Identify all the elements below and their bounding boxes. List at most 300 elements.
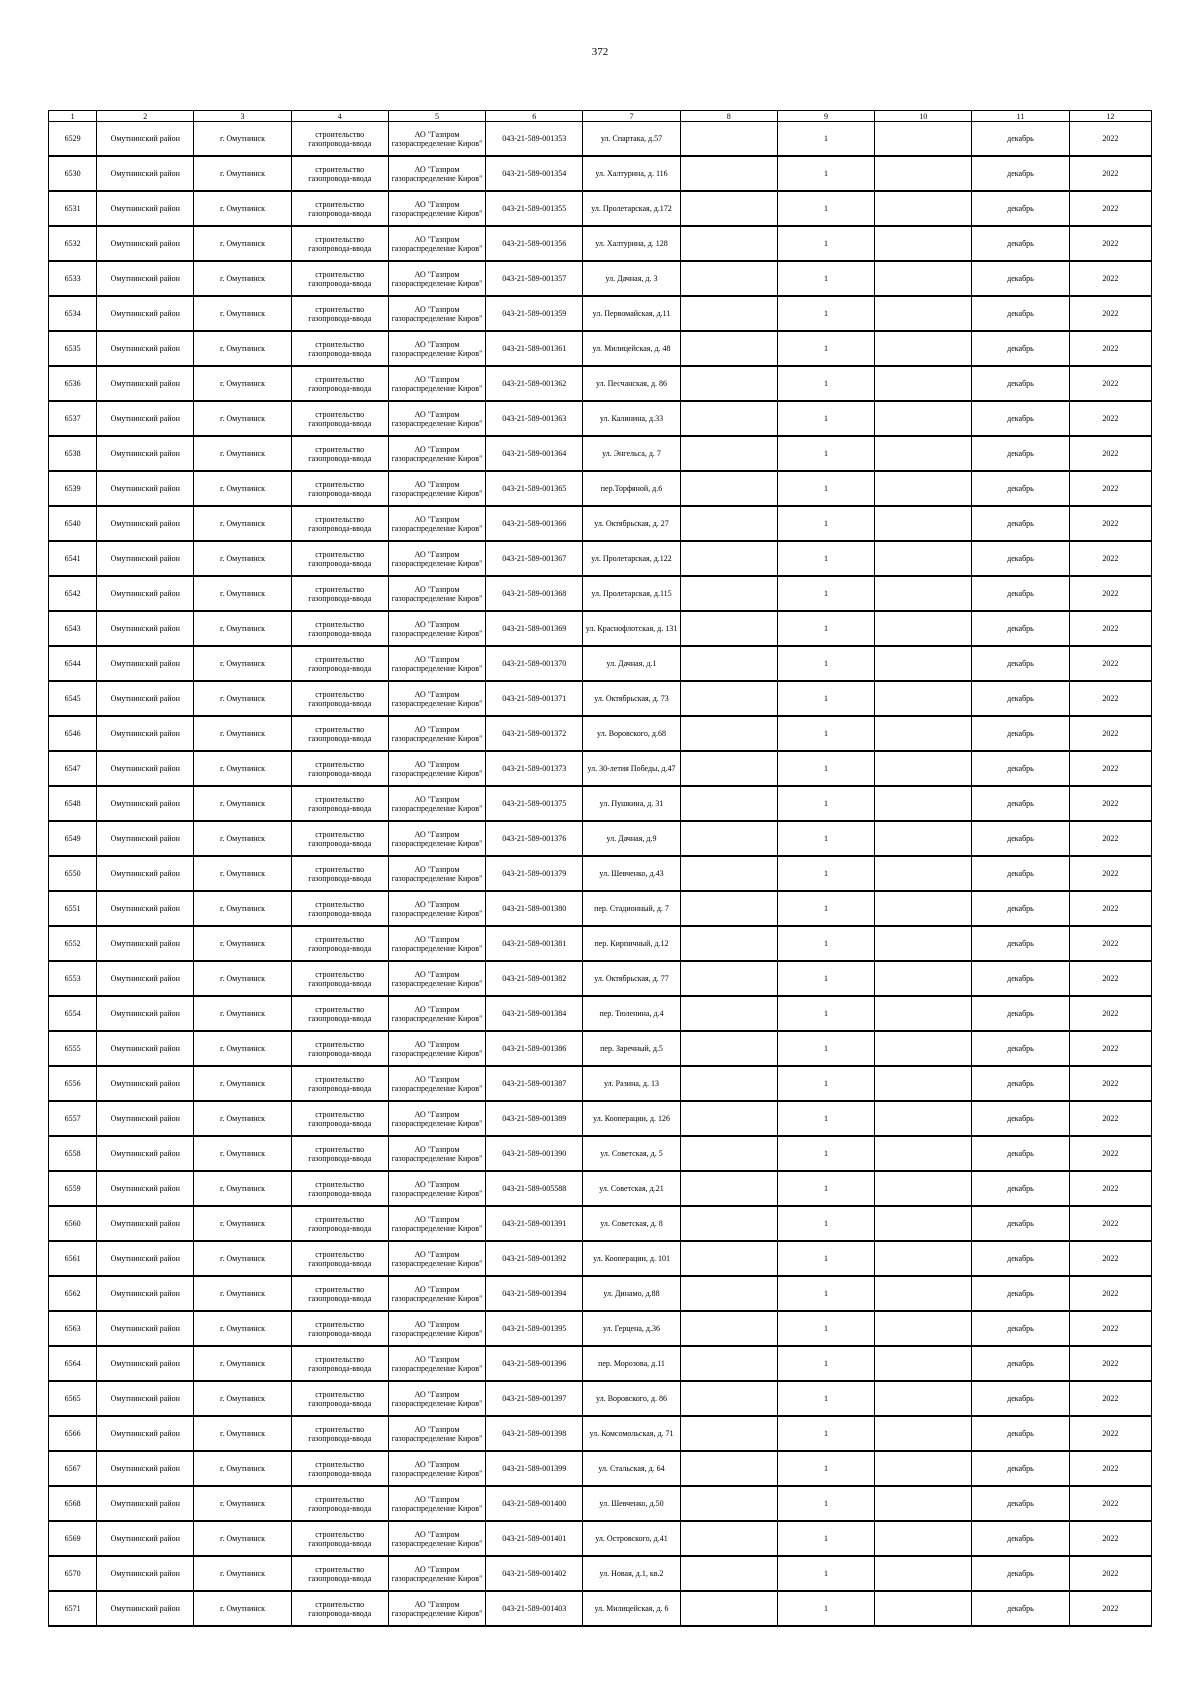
work-type-cell: строительство газопровода-ввода <box>291 401 388 436</box>
column-header: 11 <box>972 111 1069 122</box>
address-cell: ул. Спартака, д.57 <box>583 122 680 157</box>
month-cell: декабрь <box>972 961 1069 996</box>
column-8-cell <box>680 331 777 366</box>
address-cell: ул. Советская, д. 5 <box>583 1136 680 1171</box>
year-cell: 2022 <box>1069 1241 1151 1276</box>
month-cell: декабрь <box>972 751 1069 786</box>
column-header: 7 <box>583 111 680 122</box>
row-number-cell: 6570 <box>49 1556 97 1591</box>
work-type-cell: строительство газопровода-ввода <box>291 1486 388 1521</box>
month-cell: декабрь <box>972 611 1069 646</box>
quantity-cell: 1 <box>777 156 874 191</box>
quantity-cell: 1 <box>777 996 874 1031</box>
quantity-cell: 1 <box>777 646 874 681</box>
organization-cell: АО "Газпром газораспределение Киров" <box>388 296 485 331</box>
quantity-cell: 1 <box>777 856 874 891</box>
work-type-cell: строительство газопровода-ввода <box>291 891 388 926</box>
district-cell: Омутнинский район <box>97 926 194 961</box>
column-10-cell <box>875 261 972 296</box>
city-cell: г. Омутнинск <box>194 331 291 366</box>
column-8-cell <box>680 786 777 821</box>
month-cell: декабрь <box>972 1101 1069 1136</box>
address-cell: ул. Стальская, д. 64 <box>583 1451 680 1486</box>
district-cell: Омутнинский район <box>97 646 194 681</box>
quantity-cell: 1 <box>777 226 874 261</box>
code-cell: 043-21-589-001370 <box>486 646 583 681</box>
address-cell: ул. 30-летия Победы, д.47 <box>583 751 680 786</box>
code-cell: 043-21-589-001376 <box>486 821 583 856</box>
table-row <box>49 1311 1152 1346</box>
column-8-cell <box>680 926 777 961</box>
column-8-cell <box>680 1416 777 1451</box>
organization-cell: АО "Газпром газораспределение Киров" <box>388 191 485 226</box>
city-cell: г. Омутнинск <box>194 1276 291 1311</box>
column-8-cell <box>680 576 777 611</box>
district-cell: Омутнинский район <box>97 716 194 751</box>
row-number-cell: 6550 <box>49 856 97 891</box>
organization-cell: АО "Газпром газораспределение Киров" <box>388 1241 485 1276</box>
year-cell: 2022 <box>1069 891 1151 926</box>
column-8-cell <box>680 961 777 996</box>
city-cell: г. Омутнинск <box>194 1171 291 1206</box>
city-cell: г. Омутнинск <box>194 1136 291 1171</box>
organization-cell: АО "Газпром газораспределение Киров" <box>388 401 485 436</box>
column-10-cell <box>875 1416 972 1451</box>
address-cell: ул. Энгельса, д. 7 <box>583 436 680 471</box>
organization-cell: АО "Газпром газораспределение Киров" <box>388 1031 485 1066</box>
city-cell: г. Омутнинск <box>194 1031 291 1066</box>
row-number-cell: 6562 <box>49 1276 97 1311</box>
column-8-cell <box>680 611 777 646</box>
row-number-cell: 6545 <box>49 681 97 716</box>
month-cell: декабрь <box>972 996 1069 1031</box>
district-cell: Омутнинский район <box>97 576 194 611</box>
quantity-cell: 1 <box>777 751 874 786</box>
year-cell: 2022 <box>1069 191 1151 226</box>
quantity-cell: 1 <box>777 786 874 821</box>
table-row <box>49 611 1152 646</box>
code-cell: 043-21-589-001359 <box>486 296 583 331</box>
code-cell: 043-21-589-001364 <box>486 436 583 471</box>
quantity-cell: 1 <box>777 681 874 716</box>
work-type-cell: строительство газопровода-ввода <box>291 611 388 646</box>
year-cell: 2022 <box>1069 961 1151 996</box>
address-cell: ул. Кооперации, д. 101 <box>583 1241 680 1276</box>
row-number-cell: 6566 <box>49 1416 97 1451</box>
code-cell: 043-21-589-001400 <box>486 1486 583 1521</box>
table-row <box>49 156 1152 191</box>
column-header: 1 <box>49 111 97 122</box>
table-row <box>49 1381 1152 1416</box>
year-cell: 2022 <box>1069 541 1151 576</box>
table-row <box>49 296 1152 331</box>
organization-cell: АО "Газпром газораспределение Киров" <box>388 261 485 296</box>
organization-cell: АО "Газпром газораспределение Киров" <box>388 122 485 157</box>
year-cell: 2022 <box>1069 821 1151 856</box>
code-cell: 043-21-589-001403 <box>486 1591 583 1626</box>
organization-cell: АО "Газпром газораспределение Киров" <box>388 611 485 646</box>
city-cell: г. Омутнинск <box>194 681 291 716</box>
city-cell: г. Омутнинск <box>194 891 291 926</box>
column-header: 3 <box>194 111 291 122</box>
column-8-cell <box>680 296 777 331</box>
month-cell: декабрь <box>972 366 1069 401</box>
quantity-cell: 1 <box>777 1136 874 1171</box>
table-row <box>49 506 1152 541</box>
column-8-cell <box>680 541 777 576</box>
column-8-cell <box>680 1031 777 1066</box>
month-cell: декабрь <box>972 646 1069 681</box>
address-cell: ул. Островского, д.41 <box>583 1521 680 1556</box>
month-cell: декабрь <box>972 191 1069 226</box>
work-type-cell: строительство газопровода-ввода <box>291 856 388 891</box>
column-header: 2 <box>97 111 194 122</box>
row-number-cell: 6548 <box>49 786 97 821</box>
row-number-cell: 6541 <box>49 541 97 576</box>
table-row <box>49 891 1152 926</box>
column-8-cell <box>680 751 777 786</box>
quantity-cell: 1 <box>777 296 874 331</box>
row-number-cell: 6571 <box>49 1591 97 1626</box>
month-cell: декабрь <box>972 1066 1069 1101</box>
work-type-cell: строительство газопровода-ввода <box>291 261 388 296</box>
quantity-cell: 1 <box>777 821 874 856</box>
district-cell: Омутнинский район <box>97 296 194 331</box>
row-number-cell: 6549 <box>49 821 97 856</box>
column-8-cell <box>680 1066 777 1101</box>
address-cell: ул. Шевченко, д.43 <box>583 856 680 891</box>
row-number-cell: 6543 <box>49 611 97 646</box>
column-8-cell <box>680 436 777 471</box>
column-10-cell <box>875 296 972 331</box>
quantity-cell: 1 <box>777 436 874 471</box>
year-cell: 2022 <box>1069 506 1151 541</box>
city-cell: г. Омутнинск <box>194 226 291 261</box>
column-10-cell <box>875 1136 972 1171</box>
month-cell: декабрь <box>972 1311 1069 1346</box>
column-10-cell <box>875 122 972 157</box>
work-type-cell: строительство газопровода-ввода <box>291 122 388 157</box>
code-cell: 043-21-589-001399 <box>486 1451 583 1486</box>
organization-cell: АО "Газпром газораспределение Киров" <box>388 751 485 786</box>
code-cell: 043-21-589-001401 <box>486 1521 583 1556</box>
table-row <box>49 261 1152 296</box>
year-cell: 2022 <box>1069 576 1151 611</box>
table-row <box>49 926 1152 961</box>
city-cell: г. Омутнинск <box>194 821 291 856</box>
column-header: 8 <box>680 111 777 122</box>
district-cell: Омутнинский район <box>97 366 194 401</box>
code-cell: 043-21-589-001381 <box>486 926 583 961</box>
district-cell: Омутнинский район <box>97 401 194 436</box>
quantity-cell: 1 <box>777 926 874 961</box>
city-cell: г. Омутнинск <box>194 646 291 681</box>
district-cell: Омутнинский район <box>97 471 194 506</box>
quantity-cell: 1 <box>777 1451 874 1486</box>
city-cell: г. Омутнинск <box>194 996 291 1031</box>
month-cell: декабрь <box>972 1136 1069 1171</box>
column-10-cell <box>875 506 972 541</box>
column-8-cell <box>680 506 777 541</box>
work-type-cell: строительство газопровода-ввода <box>291 1591 388 1626</box>
organization-cell: АО "Газпром газораспределение Киров" <box>388 1346 485 1381</box>
city-cell: г. Омутнинск <box>194 506 291 541</box>
column-10-cell <box>875 751 972 786</box>
address-cell: ул. Песчанская, д. 86 <box>583 366 680 401</box>
year-cell: 2022 <box>1069 1066 1151 1101</box>
row-number-cell: 6564 <box>49 1346 97 1381</box>
column-10-cell <box>875 891 972 926</box>
city-cell: г. Омутнинск <box>194 1451 291 1486</box>
organization-cell: АО "Газпром газораспределение Киров" <box>388 1276 485 1311</box>
year-cell: 2022 <box>1069 996 1151 1031</box>
column-8-cell <box>680 366 777 401</box>
month-cell: декабрь <box>972 856 1069 891</box>
month-cell: декабрь <box>972 226 1069 261</box>
table-row <box>49 1591 1152 1626</box>
table-row <box>49 646 1152 681</box>
work-type-cell: строительство газопровода-ввода <box>291 541 388 576</box>
column-header: 4 <box>291 111 388 122</box>
district-cell: Омутнинский район <box>97 1101 194 1136</box>
work-type-cell: строительство газопровода-ввода <box>291 1101 388 1136</box>
address-cell: ул. Пролетарская, д.115 <box>583 576 680 611</box>
row-number-cell: 6567 <box>49 1451 97 1486</box>
column-header: 6 <box>486 111 583 122</box>
table-row <box>49 436 1152 471</box>
year-cell: 2022 <box>1069 681 1151 716</box>
organization-cell: АО "Газпром газораспределение Киров" <box>388 471 485 506</box>
row-number-cell: 6568 <box>49 1486 97 1521</box>
code-cell: 043-21-589-001395 <box>486 1311 583 1346</box>
row-number-cell: 6532 <box>49 226 97 261</box>
work-type-cell: строительство газопровода-ввода <box>291 1031 388 1066</box>
address-cell: ул. Кооперации, д. 126 <box>583 1101 680 1136</box>
work-type-cell: строительство газопровода-ввода <box>291 786 388 821</box>
row-number-cell: 6539 <box>49 471 97 506</box>
city-cell: г. Омутнинск <box>194 856 291 891</box>
column-10-cell <box>875 366 972 401</box>
work-type-cell: строительство газопровода-ввода <box>291 996 388 1031</box>
year-cell: 2022 <box>1069 1486 1151 1521</box>
work-type-cell: строительство газопровода-ввода <box>291 716 388 751</box>
column-10-cell <box>875 226 972 261</box>
district-cell: Омутнинский район <box>97 261 194 296</box>
address-cell: ул. Шевченко, д.50 <box>583 1486 680 1521</box>
month-cell: декабрь <box>972 401 1069 436</box>
organization-cell: АО "Газпром газораспределение Киров" <box>388 1101 485 1136</box>
city-cell: г. Омутнинск <box>194 401 291 436</box>
table-row <box>49 856 1152 891</box>
table-row <box>49 681 1152 716</box>
organization-cell: АО "Газпром газораспределение Киров" <box>388 541 485 576</box>
month-cell: декабрь <box>972 331 1069 366</box>
row-number-cell: 6542 <box>49 576 97 611</box>
address-cell: ул. Новая, д.1, кв.2 <box>583 1556 680 1591</box>
column-10-cell <box>875 716 972 751</box>
year-cell: 2022 <box>1069 1031 1151 1066</box>
table-row <box>49 541 1152 576</box>
city-cell: г. Омутнинск <box>194 961 291 996</box>
organization-cell: АО "Газпром газораспределение Киров" <box>388 856 485 891</box>
work-type-cell: строительство газопровода-ввода <box>291 646 388 681</box>
month-cell: декабрь <box>972 1591 1069 1626</box>
column-10-cell <box>875 1031 972 1066</box>
table-row <box>49 1416 1152 1451</box>
year-cell: 2022 <box>1069 436 1151 471</box>
address-cell: ул. Пролетарская, д.122 <box>583 541 680 576</box>
code-cell: 043-21-589-001384 <box>486 996 583 1031</box>
code-cell: 043-21-589-001356 <box>486 226 583 261</box>
district-cell: Омутнинский район <box>97 541 194 576</box>
code-cell: 043-21-589-001387 <box>486 1066 583 1101</box>
year-cell: 2022 <box>1069 751 1151 786</box>
work-type-cell: строительство газопровода-ввода <box>291 1066 388 1101</box>
column-10-cell <box>875 786 972 821</box>
organization-cell: АО "Газпром газораспределение Киров" <box>388 996 485 1031</box>
code-cell: 043-21-589-001389 <box>486 1101 583 1136</box>
column-8-cell <box>680 1101 777 1136</box>
city-cell: г. Омутнинск <box>194 1416 291 1451</box>
row-number-cell: 6560 <box>49 1206 97 1241</box>
table-row <box>49 1451 1152 1486</box>
month-cell: декабрь <box>972 156 1069 191</box>
quantity-cell: 1 <box>777 366 874 401</box>
column-8-cell <box>680 1486 777 1521</box>
city-cell: г. Омутнинск <box>194 576 291 611</box>
column-8-cell <box>680 1346 777 1381</box>
year-cell: 2022 <box>1069 786 1151 821</box>
code-cell: 043-21-589-001396 <box>486 1346 583 1381</box>
address-cell: ул. Октябрьская, д. 77 <box>583 961 680 996</box>
address-cell: ул. Октябрьская, д. 27 <box>583 506 680 541</box>
address-cell: ул. Воровского, д. 86 <box>583 1381 680 1416</box>
year-cell: 2022 <box>1069 1451 1151 1486</box>
city-cell: г. Омутнинск <box>194 261 291 296</box>
month-cell: декабрь <box>972 576 1069 611</box>
month-cell: декабрь <box>972 1486 1069 1521</box>
month-cell: декабрь <box>972 1171 1069 1206</box>
table-row <box>49 576 1152 611</box>
city-cell: г. Омутнинск <box>194 751 291 786</box>
year-cell: 2022 <box>1069 1136 1151 1171</box>
address-cell: ул. Первомайская, д.11 <box>583 296 680 331</box>
district-cell: Омутнинский район <box>97 1136 194 1171</box>
column-8-cell <box>680 156 777 191</box>
work-type-cell: строительство газопровода-ввода <box>291 926 388 961</box>
column-10-cell <box>875 611 972 646</box>
district-cell: Омутнинский район <box>97 821 194 856</box>
year-cell: 2022 <box>1069 296 1151 331</box>
district-cell: Омутнинский район <box>97 1276 194 1311</box>
organization-cell: АО "Газпром газораспределение Киров" <box>388 926 485 961</box>
column-8-cell <box>680 1276 777 1311</box>
code-cell: 043-21-589-001382 <box>486 961 583 996</box>
column-8-cell <box>680 226 777 261</box>
table-row <box>49 366 1152 401</box>
city-cell: г. Омутнинск <box>194 611 291 646</box>
table-row <box>49 961 1152 996</box>
column-10-cell <box>875 681 972 716</box>
quantity-cell: 1 <box>777 506 874 541</box>
district-cell: Омутнинский район <box>97 1556 194 1591</box>
address-cell: ул. Комсомольская, д. 71 <box>583 1416 680 1451</box>
year-cell: 2022 <box>1069 1346 1151 1381</box>
row-number-cell: 6558 <box>49 1136 97 1171</box>
work-type-cell: строительство газопровода-ввода <box>291 191 388 226</box>
organization-cell: АО "Газпром газораспределение Киров" <box>388 226 485 261</box>
organization-cell: АО "Газпром газораспределение Киров" <box>388 1521 485 1556</box>
organization-cell: АО "Газпром газораспределение Киров" <box>388 1311 485 1346</box>
row-number-cell: 6555 <box>49 1031 97 1066</box>
month-cell: декабрь <box>972 716 1069 751</box>
row-number-cell: 6531 <box>49 191 97 226</box>
district-cell: Омутнинский район <box>97 996 194 1031</box>
district-cell: Омутнинский район <box>97 611 194 646</box>
table-row <box>49 1556 1152 1591</box>
code-cell: 043-21-589-001386 <box>486 1031 583 1066</box>
column-header: 12 <box>1069 111 1151 122</box>
year-cell: 2022 <box>1069 226 1151 261</box>
address-cell: пер. Стадионный, д. 7 <box>583 891 680 926</box>
work-type-cell: строительство газопровода-ввода <box>291 1311 388 1346</box>
work-type-cell: строительство газопровода-ввода <box>291 1381 388 1416</box>
district-cell: Омутнинский район <box>97 961 194 996</box>
code-cell: 043-21-589-001392 <box>486 1241 583 1276</box>
district-cell: Омутнинский район <box>97 1241 194 1276</box>
city-cell: г. Омутнинск <box>194 471 291 506</box>
quantity-cell: 1 <box>777 1521 874 1556</box>
column-10-cell <box>875 1486 972 1521</box>
quantity-cell: 1 <box>777 1416 874 1451</box>
city-cell: г. Омутнинск <box>194 122 291 157</box>
quantity-cell: 1 <box>777 1276 874 1311</box>
organization-cell: АО "Газпром газораспределение Киров" <box>388 1451 485 1486</box>
quantity-cell: 1 <box>777 716 874 751</box>
quantity-cell: 1 <box>777 1346 874 1381</box>
column-header: 10 <box>875 111 972 122</box>
address-cell: ул. Дачная, д.9 <box>583 821 680 856</box>
organization-cell: АО "Газпром газораспределение Киров" <box>388 891 485 926</box>
column-8-cell <box>680 122 777 157</box>
code-cell: 043-21-589-001369 <box>486 611 583 646</box>
table-row <box>49 716 1152 751</box>
city-cell: г. Омутнинск <box>194 1206 291 1241</box>
table-row <box>49 331 1152 366</box>
column-8-cell <box>680 821 777 856</box>
work-type-cell: строительство газопровода-ввода <box>291 681 388 716</box>
column-10-cell <box>875 961 972 996</box>
district-cell: Омутнинский район <box>97 1591 194 1626</box>
row-number-cell: 6556 <box>49 1066 97 1101</box>
row-number-cell: 6557 <box>49 1101 97 1136</box>
column-header: 5 <box>388 111 485 122</box>
address-cell: ул. Советская, д.21 <box>583 1171 680 1206</box>
table-row <box>49 1031 1152 1066</box>
address-cell: пер.Торфяной, д.6 <box>583 471 680 506</box>
work-type-cell: строительство газопровода-ввода <box>291 1451 388 1486</box>
row-number-cell: 6547 <box>49 751 97 786</box>
city-cell: г. Омутнинск <box>194 1101 291 1136</box>
column-8-cell <box>680 191 777 226</box>
column-10-cell <box>875 471 972 506</box>
address-cell: ул. Пушкина, д. 31 <box>583 786 680 821</box>
quantity-cell: 1 <box>777 1066 874 1101</box>
work-type-cell: строительство газопровода-ввода <box>291 226 388 261</box>
column-10-cell <box>875 1241 972 1276</box>
register-table <box>48 110 1152 1627</box>
work-type-cell: строительство газопровода-ввода <box>291 1556 388 1591</box>
